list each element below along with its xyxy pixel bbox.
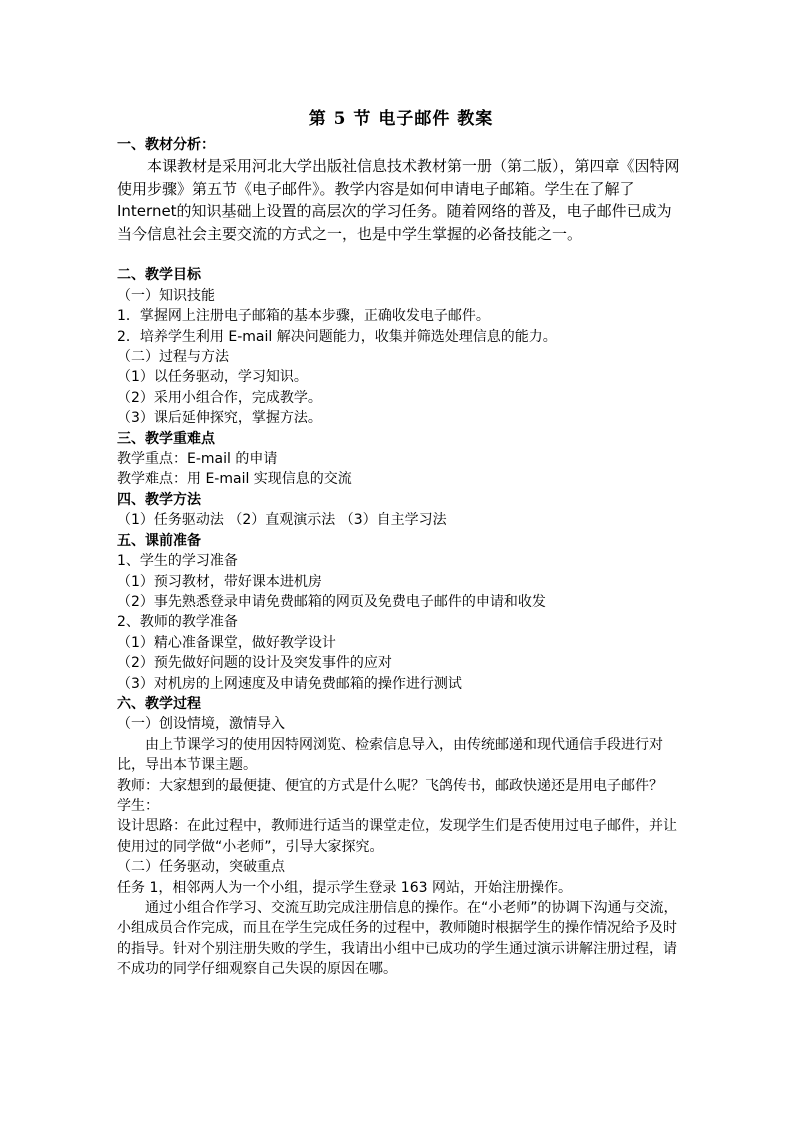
list-item: 2．培养学生利用 E-mail 解决问题能力，收集并筛选处理信息的能力。 bbox=[117, 328, 557, 345]
paragraph-textbook-analysis: 本课教材是采用河北大学出版社信息技术教材第一册（第二版），第四章《因特网使用步骤》第五节《电子邮件》。教学内容是如何申请电子邮箱。学生在了解了 Internet的知识基础上设置的高层次的学习任务。随着网络的普及，电子邮件已成为当今信息社会主要交流的方式之一，也是中学生掌握的必备技能之一。 bbox=[117, 157, 680, 243]
list-item: （2）采用小组合作，完成教学。 bbox=[117, 389, 322, 406]
page-title: 第 5 节 电子邮件 教案 bbox=[308, 109, 494, 129]
paragraph: 学生： bbox=[117, 797, 159, 814]
list-item: （二）过程与方法 bbox=[117, 349, 229, 366]
paragraph: 由上节课学习的使用因特网浏览、检索信息导入，由传统邮递和现代通信手段进行对比，导出本节课主题。 bbox=[117, 736, 663, 774]
section-heading-6: 六、教学过程 bbox=[117, 695, 201, 712]
list-item: （3）课后延伸探究，掌握方法。 bbox=[117, 410, 322, 427]
list-item: 1、学生的学习准备 bbox=[117, 553, 238, 570]
list-item: （2）事先熟悉登录申请免费邮箱的网页及免费电子邮件的申请和收发 bbox=[117, 593, 546, 610]
paragraph: 任务 1，相邻两人为一个小组，提示学生登录 163 网站，开始注册操作。 bbox=[117, 879, 572, 896]
list-item: （1）精心准备课堂，做好教学设计 bbox=[117, 634, 336, 651]
document-body bbox=[117, 104, 685, 980]
list-item: 教学难点：用 E-mail 实现信息的交流 bbox=[117, 471, 352, 488]
spacer bbox=[117, 245, 685, 265]
paragraph: 通过小组合作学习、交流互助完成注册信息的操作。在“小老师”的协调下沟通与交流，小组成员合作完成，而且在学生完成任务的过程中，教师随时根据学生的操作情况给予及时的指导。针对个别注册失败的学生，我请出小组中已成功的学生通过演示讲解注册过程，请不成功的同学仔细观察自己失误的原因在哪。 bbox=[117, 900, 678, 978]
section-heading-5: 五、课前准备 bbox=[117, 532, 201, 549]
list-item: 1．掌握网上注册电子邮箱的基本步骤，正确收发电子邮件。 bbox=[117, 308, 490, 325]
subheading: （二）任务驱动，突破重点 bbox=[117, 859, 285, 876]
list-item: 教学重点：E-mail 的申请 bbox=[117, 451, 278, 468]
section-heading-1: 一、教材分析： bbox=[117, 137, 215, 153]
section-heading-2: 二、教学目标 bbox=[117, 267, 201, 284]
list-item: （1）以任务驱动，学习知识。 bbox=[117, 369, 308, 386]
subheading: （一）创设情境，激情导入 bbox=[117, 716, 285, 733]
list-item: 2、教师的教学准备 bbox=[117, 614, 238, 631]
list-item: （一）知识技能 bbox=[117, 287, 215, 304]
section-heading-3: 三、教学重难点 bbox=[117, 430, 215, 447]
list-item: （3）对机房的上网速度及申请免费邮箱的操作进行测试 bbox=[117, 675, 462, 692]
list-item: （1）预习教材，带好课本进机房 bbox=[117, 573, 322, 590]
list-item: （1）任务驱动法 （2）直观演示法 （3）自主学习法 bbox=[117, 512, 447, 529]
list-item: （2）预先做好问题的设计及突发事件的应对 bbox=[117, 655, 392, 672]
paragraph: 教师：大家想到的最便捷、便宜的方式是什么呢？飞鸽传书，邮政快递还是用电子邮件？ bbox=[117, 777, 663, 794]
section-heading-4: 四、教学方法 bbox=[117, 491, 201, 508]
paragraph: 设计思路：在此过程中，教师进行适当的课堂走位，发现学生们是否使用过电子邮件，并让使用过的同学做“小老师”，引导大家探究。 bbox=[117, 818, 677, 855]
